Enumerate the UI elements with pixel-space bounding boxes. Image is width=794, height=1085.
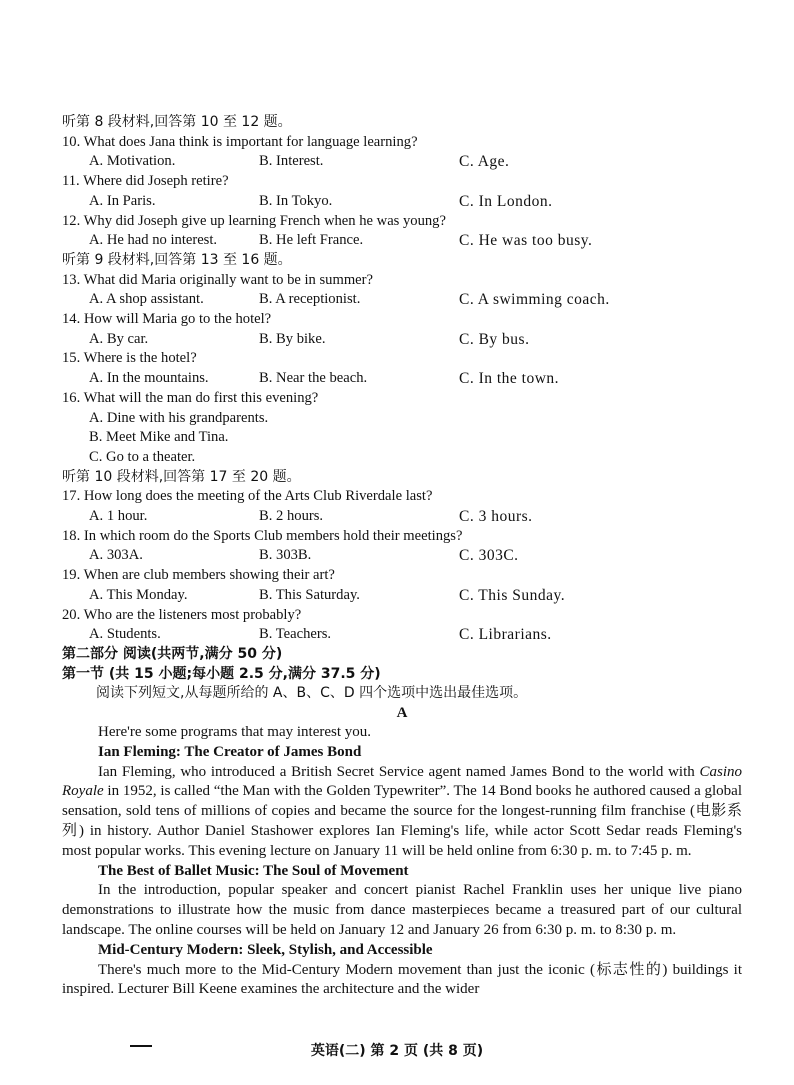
option-c: C. 3 hours. [459,508,533,526]
question-stem: 11. Where did Joseph retire? [62,173,229,190]
options [62,152,742,172]
option-a: A. By car. [89,330,149,347]
reading-instruction: 阅读下列短文,从每题所给的 A、B、C、D 四个选项中选出最佳选项。 [96,685,528,702]
question-10 [62,133,742,172]
section-9-heading: 听第 9 段材料,回答第 13 至 16 题。 [62,251,292,268]
option-b: B. Near the beach. [259,370,368,387]
program-2-title: The Best of Ballet Music: The Soul of Movement [98,862,409,879]
question-14 [62,310,742,349]
passage-intro: Here're some programs that may interest you. [98,724,372,741]
option-c: C. This Sunday. [459,586,566,604]
option-a: A. Students. [89,626,161,643]
question-stem: 15. Where is the hotel? [62,350,197,367]
option-c: C. By bus. [459,330,530,348]
question-11 [62,172,742,211]
question-stem: 19. When are club members showing their art? [62,567,335,584]
options [62,625,742,645]
question-stem: 17. How long does the meeting of the Arts Club Riverdale last? [62,488,433,505]
options [62,507,742,527]
program-1-title: Ian Fleming: The Creator of James Bond [98,743,362,760]
question-17 [62,487,742,526]
options [62,546,742,566]
options [62,586,742,606]
option-b: B. Meet Mike and Tina. [89,429,229,446]
option-b: B. He left France. [259,232,364,249]
option-a: A. 1 hour. [89,508,148,525]
question-20 [62,606,742,645]
question-19 [62,566,742,605]
exam-page [62,113,742,1000]
option-c: C. Age. [459,153,510,171]
option-b: B. By bike. [259,330,326,347]
question-13 [62,271,742,310]
option-b: B. 303B. [259,547,312,564]
option-c: C. In the town. [459,370,560,388]
option-c: C. He was too busy. [459,232,593,250]
question-stem: 13. What did Maria originally want to be in summer? [62,271,373,288]
option-a: A. He had no interest. [89,232,218,249]
program-2-description: In the introduction, popular speaker and concert pianist Rachel Franklin uses her unique live piano demonstrations to illustrate how the music from dance masterpieces became a treasured part of our cultural landscape. The online courses will be held on January 12 and January 26 from 6:30 p. m. to 8:30 p. m. [62,882,742,939]
question-stem: 10. What does Jana think is important for language learning? [62,133,418,150]
option-c: C. A swimming coach. [459,291,610,309]
question-stem: 14. How will Maria go to the hotel? [62,311,272,328]
option-b: B. Teachers. [259,626,332,643]
option-a: A. Motivation. [89,153,176,170]
question-18 [62,527,742,566]
section-8-heading: 听第 8 段材料,回答第 10 至 12 题。 [62,114,292,130]
part-2-heading: 第二部分 阅读(共两节,满分 50 分) [62,645,283,662]
options [62,330,742,350]
option-a: A. A shop assistant. [89,291,204,308]
option-c: C. 303C. [459,547,519,565]
question-stem: 16. What will the man do first this evening? [62,389,319,406]
passage-label: A [396,705,408,722]
option-a: A. In the mountains. [89,370,209,387]
section-1-heading: 第一节 (共 15 小题;每小题 2.5 分,满分 37.5 分) [62,665,381,682]
option-b: B. Interest. [259,153,324,170]
question-16 [62,389,742,468]
question-stem: 12. Why did Joseph give up learning French when he was young? [62,212,446,229]
option-b: B. A receptionist. [259,291,361,308]
program-3-description: There's much more to the Mid-Century Modern movement than just the iconic (标志性的) buildings it inspired. Lecturer Bill Keene examines the architecture and the wider [62,961,742,998]
options [62,369,742,389]
program-3-title: Mid-Century Modern: Sleek, Stylish, and Accessible [98,941,433,958]
option-a: A. In Paris. [89,192,156,209]
program-1-description: Ian Fleming, who introduced a British Secret Service agent named James Bond to the world with Casino Royale in 1952, is called “the Man with the Golden Typewriter”. The 14 Bond books he authored caused a global sensation, sold tens of millions of copies and became the source for the longest-running film franchise (电影系列) in history. Author Daniel Stashower explores Ian Fleming's life, while actor Scott Sedar reads Fleming's most popular works. This evening lecture on January 11 will be held online from 6:30 p. m. to 7:45 p. m. [62,763,742,859]
options [62,231,742,251]
option-c: C. Librarians. [459,626,552,644]
section-10-heading: 听第 10 段材料,回答第 17 至 20 题。 [62,468,301,485]
question-stem: 20. Who are the listeners most probably? [62,606,302,623]
question-12 [62,212,742,251]
option-a: A. 303A. [89,547,143,564]
option-c: C. In London. [459,192,553,210]
question-stem: 18. In which room do the Sports Club members hold their meetings? [62,527,463,544]
options [62,290,742,310]
page-footer: 英语(二) 第 2 页 (共 8 页) [310,1043,484,1059]
option-c: C. Go to a theater. [89,448,196,465]
question-15 [62,349,742,388]
option-a: A. Dine with his grandparents. [89,409,269,426]
options [62,192,742,212]
option-b: B. 2 hours. [259,508,324,525]
option-b: B. This Saturday. [259,586,360,603]
option-b: B. In Tokyo. [259,192,333,209]
option-a: A. This Monday. [89,586,188,603]
